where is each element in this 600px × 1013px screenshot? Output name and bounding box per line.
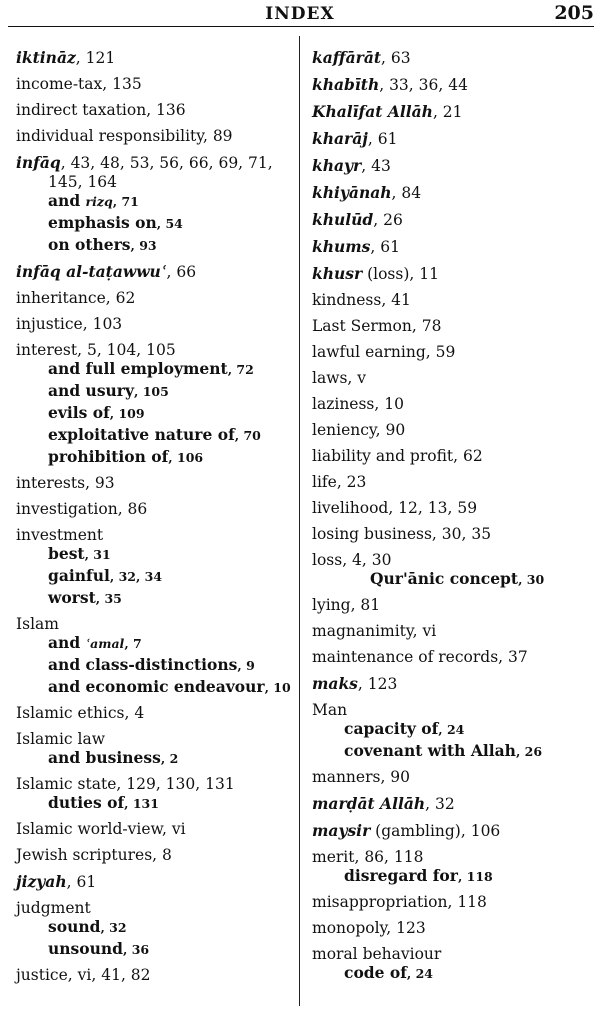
- index-entry: [16, 75, 294, 94]
- index-subentry: [312, 720, 596, 739]
- index-entry: [16, 615, 294, 634]
- entry-heading: liability and profit: [312, 447, 454, 465]
- entry-heading: judgment: [16, 899, 91, 917]
- entry-heading: duties of: [48, 793, 125, 812]
- index-subentry: [16, 678, 294, 697]
- index-subentry: [16, 940, 294, 959]
- entry-page-refs: , 36: [122, 942, 150, 957]
- entry-heading: code of: [344, 963, 407, 982]
- entry-heading: misappropriation: [312, 893, 448, 911]
- index-subentry: [312, 742, 596, 761]
- entry-page-refs: , 5, 104, 105: [77, 341, 176, 359]
- index-entry: [312, 102, 596, 122]
- entry-heading: gainful: [48, 566, 110, 585]
- entry-heading: kaffārāt: [312, 48, 382, 67]
- index-entry: [312, 525, 596, 544]
- index-entry: [312, 893, 596, 912]
- entry-heading: justice: [16, 966, 68, 984]
- entry-heading: income-tax: [16, 75, 103, 93]
- entry-page-refs: , 90: [375, 421, 406, 439]
- index-entry: [312, 622, 596, 641]
- entry-heading: kharāj: [312, 129, 368, 148]
- entry-heading: magnanimity: [312, 622, 413, 640]
- index-entry: [312, 648, 596, 667]
- index-subentry: [16, 426, 294, 445]
- entry-heading: maks: [312, 674, 358, 693]
- entry-heading: leniency: [312, 421, 376, 439]
- entry-heading: Islamic law: [16, 730, 106, 748]
- entry-page-refs: , 72: [227, 362, 254, 377]
- index-entry: [312, 447, 596, 466]
- entry-heading: investment: [16, 526, 104, 544]
- entry-page-refs: , 24: [406, 966, 433, 981]
- index-subentry: [16, 360, 294, 379]
- entry-heading: on others: [48, 235, 131, 254]
- index-subentry: [312, 867, 596, 886]
- entry-page-refs: , vi, 41, 82: [67, 966, 151, 984]
- entry-heading: iktināz: [16, 48, 76, 67]
- entry-page-refs: , 59: [425, 343, 456, 361]
- entry-heading: merit: [312, 848, 355, 866]
- index-entry: [312, 48, 596, 68]
- entry-page-refs: , 32: [100, 920, 127, 935]
- index-entry: [16, 526, 294, 545]
- entry-page-refs: , 26: [515, 744, 543, 759]
- entry-heading: khabīth: [312, 75, 380, 94]
- index-column-left: [16, 48, 294, 985]
- index-entry: [312, 129, 596, 149]
- index-subentry: [312, 570, 596, 589]
- entry-heading: prohibition of: [48, 447, 169, 466]
- entry-page-refs: , 2: [160, 751, 179, 766]
- entry-page-refs: , 4: [124, 704, 145, 722]
- index-entry: [312, 499, 596, 518]
- index-entry: [16, 262, 294, 282]
- index-entry: [312, 768, 596, 787]
- entry-page-refs: , 26: [373, 211, 403, 229]
- entry-heading: infāq: [16, 153, 61, 172]
- entry-heading: best: [48, 544, 85, 563]
- index-entry: [16, 966, 294, 985]
- index-entry: [312, 848, 596, 867]
- entry-heading: maysir: [312, 821, 371, 840]
- entry-page-refs: , 86, 118: [354, 848, 424, 866]
- index-entry: [312, 264, 596, 284]
- entry-heading: lying: [312, 596, 351, 614]
- index-entry: [312, 156, 596, 176]
- index-subentry: [16, 589, 294, 608]
- entry-heading: sound: [48, 917, 101, 936]
- index-entry: [16, 101, 294, 120]
- entry-page-refs: , 62: [453, 447, 483, 465]
- entry-heading: life: [312, 473, 337, 491]
- entry-heading: loss: [312, 551, 343, 569]
- entry-page-refs: , 121: [75, 49, 116, 67]
- entry-page-refs: , 9: [237, 658, 255, 673]
- entry-page-refs: , 63: [381, 49, 411, 67]
- entry-heading: evils of: [48, 403, 110, 422]
- entry-page-refs: , 118: [457, 869, 493, 884]
- entry-page-refs: , 78: [411, 317, 442, 335]
- entry-page-refs: , 30, 35: [431, 525, 492, 543]
- entry-heading: emphasis on: [48, 213, 157, 232]
- index-entry: [312, 596, 596, 615]
- entry-page-refs: , 21: [432, 103, 463, 121]
- index-subentry: [16, 918, 294, 937]
- entry-page-refs: , 106: [168, 450, 204, 465]
- index-entry: [312, 473, 596, 492]
- entry-heading: laziness: [312, 395, 375, 413]
- index-entry: [312, 343, 596, 362]
- entry-heading: Last Sermon: [312, 317, 412, 335]
- entry-heading: capacity of: [344, 719, 439, 738]
- entry-page-refs: , 24: [438, 722, 465, 737]
- entry-page-refs: , 93: [85, 474, 115, 492]
- entry-page-refs: , vi: [412, 622, 437, 640]
- index-subentry: [16, 545, 294, 564]
- entry-heading: kindness: [312, 291, 382, 309]
- index-entry: [312, 395, 596, 414]
- index-subentry: [16, 404, 294, 423]
- entry-heading: Khalīfat Allāh: [312, 102, 433, 121]
- index-entry: [16, 48, 294, 68]
- entry-page-refs: , 66: [166, 263, 197, 281]
- index-entry: [312, 421, 596, 440]
- header-rule: [8, 26, 594, 27]
- index-entry: [16, 500, 294, 519]
- entry-page-refs: , 70: [234, 428, 261, 443]
- entry-page-refs: , 103: [82, 315, 123, 333]
- entry-page-refs: , 23: [336, 473, 367, 491]
- entry-page-refs: , 109: [109, 406, 145, 421]
- index-entry-continuation: [16, 173, 294, 192]
- entry-heading: lawful earning: [312, 343, 426, 361]
- index-entry: [312, 919, 596, 938]
- index-entry: [312, 369, 596, 388]
- entry-page-refs: , 35: [95, 591, 122, 606]
- entry-page-refs: , 61: [370, 238, 400, 256]
- entry-page-refs: , 129, 130, 131: [116, 775, 235, 793]
- entry-heading: livelihood: [312, 499, 389, 517]
- index-entry: [312, 291, 596, 310]
- entry-page-refs: , 54: [156, 216, 183, 231]
- entry-heading: khayr: [312, 156, 362, 175]
- entry-heading: Jewish scriptures: [16, 846, 153, 864]
- entry-heading: investigation: [16, 500, 118, 518]
- entry-heading: manners: [312, 768, 381, 786]
- index-entry: [16, 846, 294, 865]
- page-number: 205: [554, 2, 594, 24]
- index-subentry: [312, 964, 596, 983]
- index-entry: [16, 127, 294, 146]
- entry-page-refs: , 37: [498, 648, 528, 666]
- index-entry: [312, 701, 596, 720]
- entry-page-refs: , 89: [202, 127, 233, 145]
- entry-heading: Islam: [16, 615, 59, 633]
- index-entry: [16, 899, 294, 918]
- index-subentry: [16, 214, 294, 233]
- index-entry: [312, 551, 596, 570]
- index-subentry: [16, 382, 294, 401]
- entry-page-refs: , vi: [161, 820, 186, 838]
- entry-italic-term: ʿamal: [85, 636, 125, 651]
- entry-page-refs: , 62: [105, 289, 136, 307]
- entry-heading: Islamic ethics: [16, 704, 125, 722]
- entry-page-refs: , 81: [350, 596, 381, 614]
- entry-heading: interests: [16, 474, 86, 492]
- index-entry: [16, 153, 294, 173]
- entry-page-refs: , 136: [146, 101, 186, 119]
- index-subentry: [16, 448, 294, 467]
- page-header: [0, 0, 600, 28]
- entry-page-refs: , 43, 48, 53, 56, 66, 69, 71,: [60, 154, 273, 172]
- index-entry: [16, 820, 294, 839]
- entry-page-refs: , 105: [133, 384, 169, 399]
- index-entry: [312, 945, 596, 964]
- entry-page-refs: , 84: [391, 184, 422, 202]
- entry-heading: khums: [312, 237, 371, 256]
- entry-italic-term: rizq: [85, 194, 113, 209]
- entry-heading: injustice: [16, 315, 83, 333]
- index-subentry: [16, 794, 294, 813]
- entry-page-refs: , 61: [367, 130, 398, 148]
- index-entry: [16, 341, 294, 360]
- entry-page-refs: , 33, 36, 44: [379, 76, 468, 94]
- entry-heading: Qur'ānic concept: [370, 569, 519, 588]
- entry-page-refs: , 131: [124, 796, 159, 811]
- index-column-right: [312, 48, 596, 983]
- entry-page-refs: , 43: [361, 157, 391, 175]
- entry-heading: worst: [48, 588, 96, 607]
- entry-heading: and: [48, 191, 86, 210]
- entry-page-refs: (gambling), 106: [370, 822, 501, 840]
- entry-heading: and economic endeavour: [48, 677, 265, 696]
- entry-page-refs: , 10: [264, 680, 291, 695]
- index-entry: [16, 775, 294, 794]
- entry-page-refs: , 8: [152, 846, 172, 864]
- index-subentry: [16, 236, 294, 255]
- entry-heading: indirect taxation: [16, 101, 147, 119]
- index-entry: [312, 317, 596, 336]
- entry-heading: disregard for: [344, 866, 458, 885]
- entry-page-refs: , 93: [130, 238, 157, 253]
- entry-page-refs: , 135: [102, 75, 142, 93]
- entry-page-refs: , 32, 34: [109, 569, 163, 584]
- entry-heading: Islamic world-view: [16, 820, 162, 838]
- entry-heading: individual responsibility: [16, 127, 203, 145]
- entry-heading: exploitative nature of: [48, 425, 235, 444]
- index-entry: [312, 237, 596, 257]
- index-entry: [312, 821, 596, 841]
- entry-page-refs: , 10: [374, 395, 404, 413]
- entry-page-refs: , 41: [381, 291, 411, 309]
- entry-page-refs: , 7: [124, 636, 142, 651]
- index-subentry: [16, 749, 294, 768]
- index-entry: [312, 183, 596, 203]
- index-subentry: [16, 567, 294, 586]
- entry-page-refs: 145, 164: [48, 173, 118, 191]
- entry-page-refs: , 31: [84, 547, 111, 562]
- entry-heading: khusr: [312, 264, 363, 283]
- index-subentry: [16, 634, 294, 653]
- entry-heading: Man: [312, 701, 348, 719]
- entry-heading: and full employment: [48, 359, 228, 378]
- index-entry: [16, 289, 294, 308]
- entry-page-refs: , v: [347, 369, 367, 387]
- index-subentry: [16, 192, 294, 211]
- index-entry: [16, 872, 294, 892]
- entry-heading: jizyah: [16, 872, 67, 891]
- entry-heading: khiyānah: [312, 183, 392, 202]
- entry-heading: laws: [312, 369, 348, 387]
- entry-page-refs: , 123: [386, 919, 426, 937]
- entry-heading: moral behaviour: [312, 945, 442, 963]
- entry-page-refs: (loss), 11: [362, 265, 439, 283]
- running-title: INDEX: [265, 4, 335, 24]
- index-entry: [16, 474, 294, 493]
- entry-heading: interest: [16, 341, 78, 359]
- entry-page-refs: , 71: [112, 194, 139, 209]
- index-entry: [312, 75, 596, 95]
- entry-page-refs: , 90: [380, 768, 411, 786]
- entry-heading: losing business: [312, 525, 432, 543]
- entry-heading: and business: [48, 748, 161, 767]
- index-entry: [312, 674, 596, 694]
- entry-page-refs: , 86: [117, 500, 148, 518]
- entry-page-refs: , 123: [357, 675, 398, 693]
- entry-heading: unsound: [48, 939, 123, 958]
- entry-page-refs: , 30: [518, 572, 545, 587]
- entry-page-refs: , 61: [66, 873, 97, 891]
- entry-heading: Islamic state: [16, 775, 117, 793]
- index-entry: [16, 704, 294, 723]
- index-entry: [312, 794, 596, 814]
- index-subentry: [16, 656, 294, 675]
- index-entry: [312, 210, 596, 230]
- entry-heading: infāq al-taṭawwuʿ: [16, 262, 167, 281]
- entry-heading: khulūd: [312, 210, 374, 229]
- entry-page-refs: , 32: [425, 795, 455, 813]
- entry-heading: monopoly: [312, 919, 387, 937]
- entry-page-refs: , 4, 30: [342, 551, 392, 569]
- entry-heading: maintenance of records: [312, 648, 499, 666]
- index-entry: [16, 730, 294, 749]
- entry-heading: marḍāt Allāh: [312, 794, 426, 813]
- entry-heading: covenant with Allah: [344, 741, 516, 760]
- entry-page-refs: , 118: [447, 893, 487, 911]
- column-divider: [299, 36, 300, 1006]
- entry-heading: inheritance: [16, 289, 106, 307]
- index-entry: [16, 315, 294, 334]
- entry-page-refs: , 12, 13, 59: [388, 499, 478, 517]
- entry-heading: and class-distinctions: [48, 655, 238, 674]
- entry-heading: and usury: [48, 381, 134, 400]
- entry-heading: and: [48, 633, 86, 652]
